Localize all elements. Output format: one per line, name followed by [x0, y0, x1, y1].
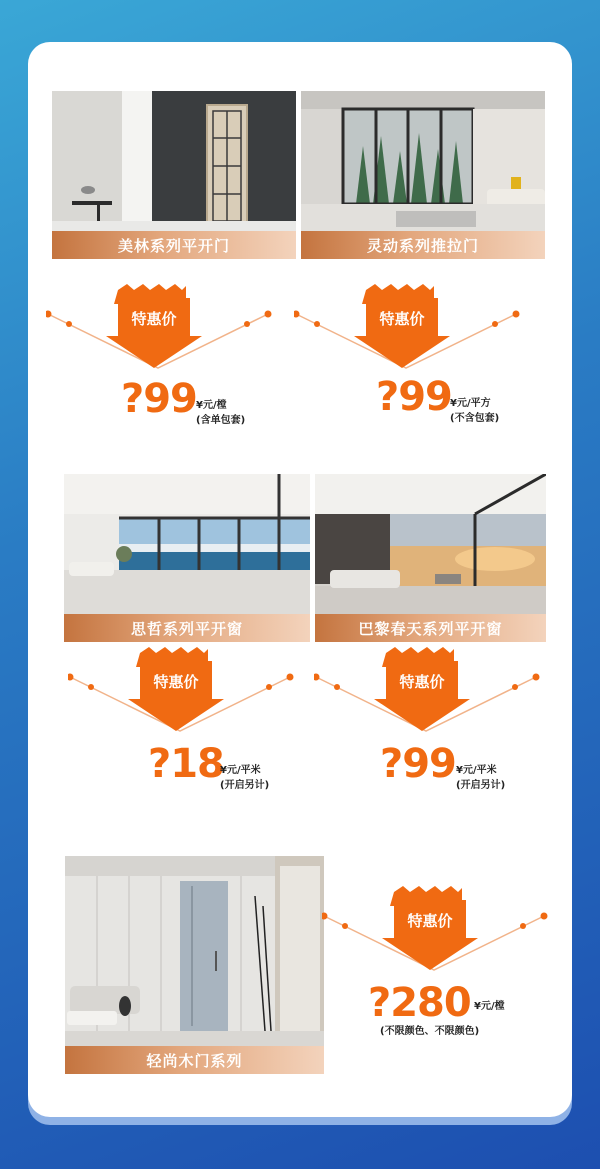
- price-unit: ¥元/樘: [474, 1001, 505, 1012]
- price-unit: ¥元/樘: [196, 400, 227, 411]
- price-block-bali-spring: [314, 645, 544, 815]
- product-label: 巴黎春天系列平开窗: [315, 614, 546, 642]
- price-value: ?99: [376, 374, 452, 420]
- price-note: (不限颜色、不限颜色): [380, 1026, 480, 1037]
- price-block-qingshang: [322, 884, 552, 1054]
- product-tile-lingdong-sliding-door[interactable]: [301, 91, 545, 259]
- price-value: ?99: [121, 376, 197, 422]
- price-unit: ¥元/平方: [450, 398, 491, 409]
- promo-card: [28, 42, 572, 1117]
- price-unit: ¥元/平米: [220, 765, 261, 776]
- product-label: 思哲系列平开窗: [64, 614, 310, 642]
- product-tile-sizhe-window[interactable]: [64, 474, 310, 642]
- price-block-meilin: [46, 282, 276, 452]
- qingshang-wood-door-photo: [65, 856, 324, 1074]
- price-note: (开启另计): [456, 780, 506, 791]
- product-tile-bali-spring-window[interactable]: [315, 474, 546, 642]
- special-price-badge: 特惠价: [407, 912, 453, 930]
- price-note: (含单包套): [196, 415, 246, 426]
- product-tile-meilin-door[interactable]: [52, 91, 296, 259]
- special-price-badge: 特惠价: [399, 673, 445, 691]
- price-block-sizhe: [68, 645, 298, 815]
- product-label: 轻尚木门系列: [65, 1046, 324, 1074]
- price-note: (不含包套): [450, 413, 500, 424]
- product-label: 美林系列平开门: [52, 231, 296, 259]
- price-block-lingdong: [294, 282, 524, 452]
- price-value: ?18: [148, 741, 224, 787]
- special-price-badge: 特惠价: [153, 673, 199, 691]
- price-unit: ¥元/平米: [456, 765, 497, 776]
- special-price-badge: 特惠价: [131, 310, 177, 328]
- product-label: 灵动系列推拉门: [301, 231, 545, 259]
- price-note: (开启另计): [220, 780, 270, 791]
- product-tile-qingshang-wood-door[interactable]: [65, 856, 324, 1074]
- price-value: ?280: [368, 980, 471, 1026]
- special-price-badge: 特惠价: [379, 310, 425, 328]
- price-value: ?99: [380, 741, 456, 787]
